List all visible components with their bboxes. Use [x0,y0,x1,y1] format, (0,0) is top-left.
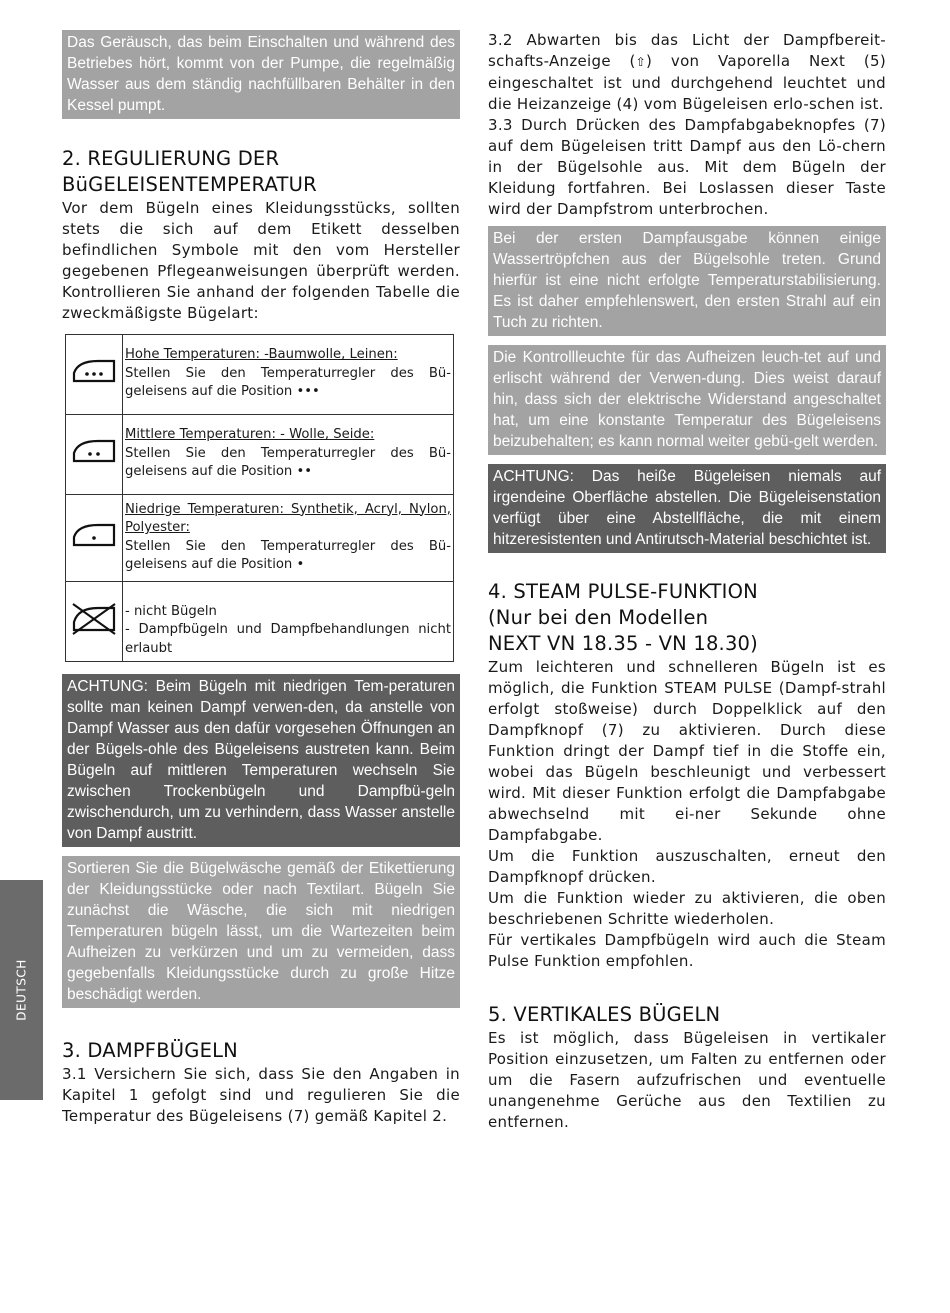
table-row-text [123,335,454,415]
row-text: Stellen Sie den Temperaturregler des Bü-geleisens auf die Position •• [125,445,451,480]
row-text: Stellen Sie den Temperaturregler des Bü-geleisens auf die Position ••• [125,365,451,400]
iron-two-dots-icon [66,415,123,495]
section5-text: Es ist möglich, dass Bügeleisen in vertikaler Position einzusetzen, um Falten zu entfernen oder um die Fasern aufzufrischen und eventuelle unangenehme Gerüche aus den Textilien zu entfernen. [488,1029,886,1131]
section4-text-3: Um die Funktion wieder zu aktivieren, die oben beschriebenen Schritte wiederholen. [488,889,886,928]
ironing-temperature-table [65,334,454,662]
iron-three-dots-icon [66,335,123,415]
row-heading: Hohe Temperaturen: -Baumwolle, Leinen: [125,347,398,363]
row-heading: Niedrige Temperaturen: Synthetik, Acryl, Nylon, Polyester: [125,501,451,535]
section4-title-line1: 4. STEAM PULSE-FUNKTION [488,580,758,603]
heating-light-note: Die Kontrollleuchte für das Aufheizen leuch-tet auf und erlischt während der Verwen-dung. Dies weist darauf hin, dass sich der elektrische Widerstand angeschaltet hat, um eine konstante Temperatur des Bügeleisens beizubehalten; es kann normal weiter gebü-gelt werden. [488,345,886,455]
table-row [66,582,454,662]
table-row-text [123,582,454,662]
table-row [66,335,454,415]
section2-text: Vor dem Bügeln eines Kleidungsstücks, sollten stets die sich auf dem Etikett desselben befindlichen Symbole mit den vom Hersteller gegebenen Pflegeanweisungen überprüft werden. Kontrollieren Sie anhand der folgenden Tabelle die zweckmäßigste Bügelart: [62,199,460,322]
section5-title: 5. VERTIKALES BÜGELN [488,1003,721,1026]
language-side-tab [0,880,43,1100]
table-row-text [123,415,454,495]
row-text: Stellen Sie den Temperaturregler des Bü-geleisens auf die Position • [125,538,451,572]
table-row [66,495,454,582]
section2-title [62,146,460,198]
section4-title [488,579,886,657]
section4-title-line3: NEXT VN 18.35 - VN 18.30) [488,632,758,655]
pump-noise-note: Das Geräusch, das beim Einschalten und während des Betriebes hört, kommt von der Pumpe, die regelmäßig Wasser aus dem ständig nachfüllbaren Behälter in den Kessel pumpt. [62,30,460,119]
first-steam-note: Bei der ersten Dampfausgabe können einige Wassertröpfchen aus der Bügelsohle treten. Grund hierfür ist eine nicht erfolgte Temperaturstabilisierung. Es ist daher empfehlenswert, den ersten Strahl auf ein Tuch zu richten. [488,226,886,336]
section2-title-line1: 2. REGULIERUNG DER [62,147,280,170]
section4-text-1: Zum leichteren und schnelleren Bügeln ist es möglich, die Funktion STEAM PULSE (Dampf-strahl erfolgt stoßweise) durch Doppelklick auf den Dampfknopf (7) zu aktivieren. Durch diese Funktion dringt der Dampf tief in die Stoffe ein, wobei das Bügeln beschleunigt und verbessert wird. Mit dieser Funktion erfolgt die Dampfabgabe abwechselnd mit ei-ner Sekunde ohne Dampfabgabe. [488,658,886,844]
low-temp-warning: ACHTUNG: Beim Bügeln mit niedrigen Tem-peraturen sollte man keinen Dampf verwen-den, da anstelle von Dampf Wasser aus den dafür vorgesehen Öffnungen an der Bügels-ohle des Bügeleisens austreten kann. Beim Bügeln auf mittleren Temperaturen wechseln Sie zwischen Trockenbügeln und Dampfbü-geln zwischendurch, um zu verhindern, dass Wasser anstelle von Dampf austritt. [62,674,460,847]
section4-text-2: Um die Funktion auszuschalten, erneut den Dampfknopf drücken. [488,847,886,886]
step-3-2-part2: ) von Vaporella Next (5) eingeschaltet ist und durchgehend leuchtet und die Heizanzeige (4) vom Bügeleisen erlo-schen ist. [488,52,886,113]
section3-text: 3.1 Versichern Sie sich, dass Sie den Angaben in Kapitel 1 gefolgt sind und regulieren Sie die Temperatur des Bügeleisens (7) gemäß Kapitel 2. [62,1065,460,1125]
iron-crossed-icon [66,582,123,662]
section3-title: 3. DAMPFBÜGELN [62,1039,238,1062]
section2-title-line2: BüGELEISENTEMPERATUR [62,173,317,196]
step-3-3: 3.3 Durch Drücken des Dampfabgabeknopfes (7) auf dem Bügeleisen tritt Dampf aus den Lö-chern in der Bügelsohle aus. Mit dem Bügeln der Kleidung fortfahren. Bei Loslassen dieser Taste wird der Dampfstrom unterbrochen. [488,116,886,218]
section4-text-4: Für vertikales Dampfbügeln wird auch die Steam Pulse Funktion empfohlen. [488,931,886,970]
section4-title-line2: (Nur bei den Modellen [488,606,709,629]
step-3-2-part1: 3.2 Abwarten bis das Licht der Dampfbereit-schafts-Anzeige ( [488,31,886,70]
right-column [488,30,886,1133]
hot-iron-warning: ACHTUNG: Das heiße Bügeleisen niemals auf irgendeine Oberfläche abstellen. Die Bügeleisenstation verfügt über eine Abstellfläche, die mit einem hitzeresistenten und Antirutsch-Material beschichtet ist. [488,464,886,553]
steam-ready-icon: ⇧ [635,55,647,69]
left-column [62,30,460,1127]
row-text: - nicht Bügeln - Dampfbügeln und Dampfbehandlungen nicht erlaubt [125,603,451,656]
row-heading: Mittlere Temperaturen: - Wolle, Seide: [125,427,375,443]
table-row [66,415,454,495]
sorting-note: Sortieren Sie die Bügelwäsche gemäß der Etikettierung der Kleidungsstücke oder nach Textilart. Bügeln Sie zunächst die Wäsche, die sich mit niedrigen Temperaturen bügeln lässt, um die Wartezeiten beim Aufheizen zu verkürzen und um zu vermeiden, dass gegebenfalls Kleidungsstücke durch zu große Hitze beschädigt werden. [62,856,460,1008]
table-row-text [123,495,454,582]
language-label: DEUTSCH [14,959,29,1021]
step-3-2 [488,30,886,115]
iron-one-dot-icon [66,495,123,582]
